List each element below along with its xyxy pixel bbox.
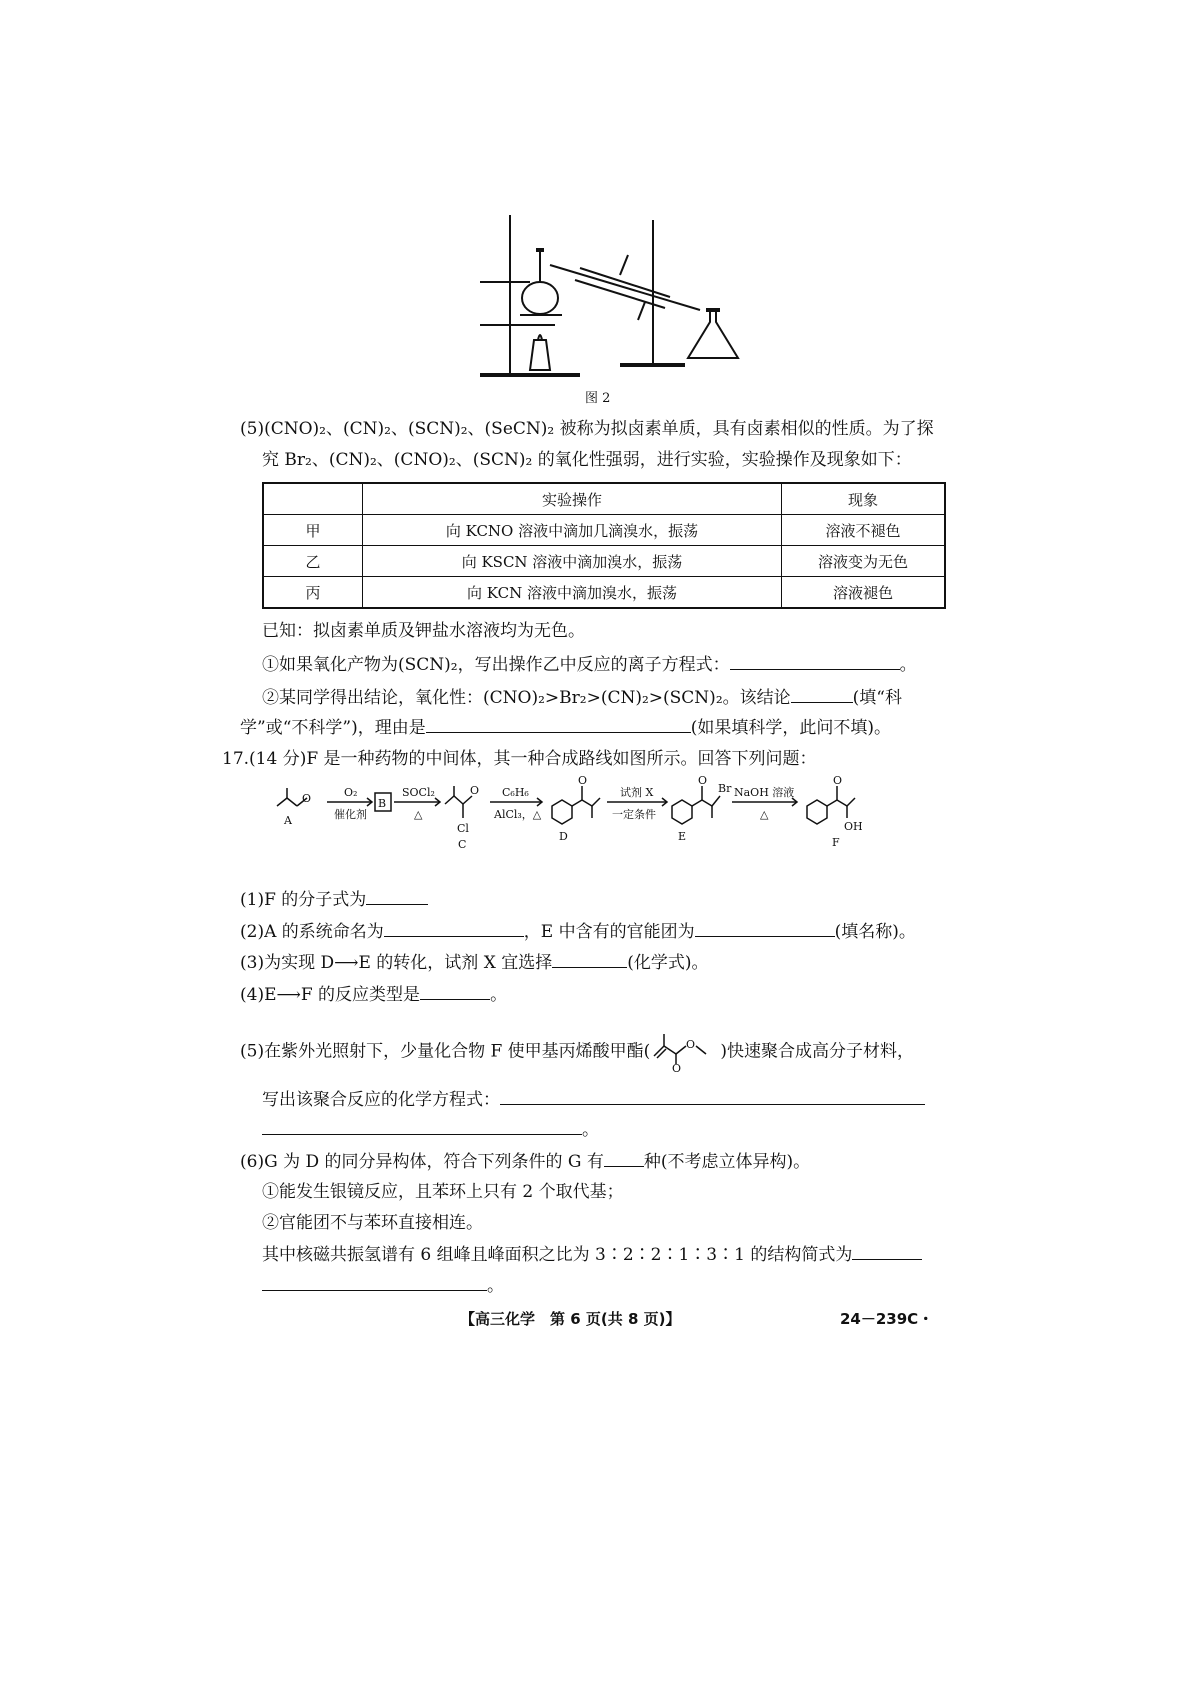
scheme-atom-OH: OH: [844, 820, 863, 833]
q5-sub2-text: (填“科: [852, 688, 902, 708]
table-cell: 甲: [263, 515, 363, 546]
answer-blank[interactable]: [852, 1243, 922, 1260]
methyl-methacrylate-structure: [650, 1032, 720, 1072]
q5-sub2-line2: [240, 716, 891, 739]
q17-1: [240, 888, 428, 911]
scheme-atom-O: O: [578, 776, 588, 787]
q5-sub2-text: 学”或“不科学”)，理由是: [240, 718, 426, 738]
scheme-arrow5-bottom: △: [760, 808, 769, 821]
table-header-cell: [263, 483, 363, 515]
table-cell: 向 KCNO 溶液中滴加几滴溴水，振荡: [363, 515, 782, 546]
scheme-label-D: D: [559, 830, 568, 843]
answer-blank[interactable]: [552, 951, 627, 968]
scheme-atom-O: O: [698, 776, 708, 787]
experiment-table: [262, 482, 946, 609]
q5-intro-line1: (5)(CNO)₂、(CN)₂、(SCN)₂、(SeCN)₂ 被称为拟卤素单质，具有卤素相似的性质。为了探: [240, 419, 934, 439]
scheme-label-E: E: [678, 830, 687, 843]
scheme-atom-O: O: [833, 776, 843, 787]
q5-sub1-text: ①如果氧化产物为(SCN)₂，写出操作乙中反应的离子方程式：: [262, 655, 730, 675]
answer-blank[interactable]: [262, 1118, 582, 1135]
scheme-label-B: B: [378, 797, 387, 810]
q17-2-text: ，E 中含有的官能团为: [523, 922, 695, 942]
q5-sub2-text: ②某同学得出结论，氧化性：(CNO)₂>Br₂>(CN)₂>(SCN)₂。该结论: [262, 688, 791, 708]
q17-6-nmr: [262, 1243, 922, 1266]
figure-caption: 图 2: [585, 391, 611, 406]
scheme-label-A: A: [284, 814, 292, 827]
q17-4: [240, 983, 507, 1006]
answer-blank[interactable]: [420, 983, 490, 1000]
scheme-arrow3-top: C₆H₆: [502, 786, 529, 799]
answer-blank[interactable]: [500, 1088, 925, 1105]
q17-6-cond1: ①能发生银镜反应，且苯环上只有 2 个取代基；: [262, 1182, 624, 1202]
q17-2-text: (2)A 的系统命名为: [240, 922, 384, 942]
known-note: 已知：拟卤素单质及钾盐水溶液均为无色。: [262, 621, 585, 641]
scheme-atom-O: O: [302, 792, 312, 805]
q5-sub1: [262, 653, 917, 676]
q17-6-end: 。: [487, 1276, 504, 1296]
q17-5-line2: [262, 1088, 925, 1111]
table-header-cell: 现象: [782, 483, 946, 515]
answer-blank[interactable]: [730, 653, 900, 670]
table-cell: 向 KCN 溶液中滴加溴水，振荡: [363, 577, 782, 609]
q17-5-line3: [262, 1118, 599, 1141]
q17-1-text: (1)F 的分子式为: [240, 890, 367, 910]
q5-sub2-text: (如果填科学，此问不填)。: [690, 718, 891, 738]
table-row: [263, 546, 945, 577]
q17-4-text: 。: [490, 985, 508, 1005]
q17-2-text: (填名称)。: [834, 922, 916, 942]
scheme-arrow5-top: NaOH 溶液: [734, 786, 795, 799]
table-cell: 溶液褪色: [782, 577, 946, 609]
table-header-row: [263, 483, 945, 515]
scheme-label-F: F: [832, 836, 840, 849]
table-cell: 丙: [263, 577, 363, 609]
distillation-apparatus-figure: [470, 210, 770, 380]
q17-6-cond2: ②官能团不与苯环直接相连。: [262, 1213, 483, 1233]
answer-blank[interactable]: [262, 1274, 487, 1291]
answer-blank[interactable]: [695, 920, 835, 937]
q17-6-text: 其中核磁共振氢谱有 6 组峰且峰面积之比为 3∶2∶2∶1∶3∶1 的结构简式为: [262, 1245, 853, 1265]
scheme-arrow3-bottom: AlCl₃，△: [494, 808, 542, 821]
q5-intro-line2: 究 Br₂、(CN)₂、(CNO)₂、(SCN)₂ 的氧化性强弱，进行实验，实验操作及现象如下：: [262, 450, 912, 470]
q17-4-text: (4)E⟶F 的反应类型是: [240, 985, 421, 1005]
synthesis-route-scheme: [272, 776, 912, 876]
q17-6-text: 种(不考虑立体异构)。: [643, 1152, 811, 1172]
scheme-arrow4-bottom: 一定条件: [612, 808, 656, 821]
table-row: [263, 577, 945, 609]
table-cell: 溶液变为无色: [782, 546, 946, 577]
scheme-atom-Cl: Cl: [457, 822, 469, 835]
q17-6-answer-line: [262, 1274, 504, 1297]
q5-sub2-line1: [262, 686, 902, 709]
q17-6-text: (6)G 为 D 的同分异构体，符合下列条件的 G 有: [240, 1152, 604, 1172]
mma-atom-O: O: [672, 1062, 682, 1072]
q17-5-end: 。: [582, 1120, 599, 1140]
table-cell: 向 KSCN 溶液中滴加溴水，振荡: [363, 546, 782, 577]
scheme-arrow2-top: SOCl₂: [402, 786, 435, 799]
answer-blank[interactable]: [384, 920, 524, 937]
q17-5-text: )快速聚合成高分子材料，: [720, 1041, 914, 1062]
scheme-atom-Br: Br: [718, 782, 732, 795]
q17-3-text: (3)为实现 D⟶E 的转化，试剂 X 宜选择: [240, 953, 553, 973]
q17-5-text: 写出该聚合反应的化学方程式：: [262, 1090, 500, 1110]
page-footer-left: 【高三化学 第 6 页(共 8 页)】: [460, 1310, 681, 1328]
q5-sub1-end: 。: [899, 655, 917, 675]
answer-blank[interactable]: [426, 716, 691, 733]
q17-3-text: (化学式)。: [627, 953, 709, 973]
table-header-cell: 实验操作: [363, 483, 782, 515]
q17-6: [240, 1150, 810, 1173]
answer-blank[interactable]: [366, 888, 428, 905]
table-cell: 溶液不褪色: [782, 515, 946, 546]
q17-5-text: (5)在紫外光照射下，少量化合物 F 使甲基丙烯酸甲酯(: [240, 1041, 651, 1062]
page-footer-right: 24－239C・: [840, 1310, 934, 1328]
scheme-arrow1-bottom: 催化剂: [334, 808, 367, 821]
scheme-arrow4-top: 试剂 X: [620, 786, 654, 799]
table-cell: 乙: [263, 546, 363, 577]
q17-2: [240, 920, 916, 943]
q17-intro: 17.(14 分)F 是一种药物的中间体，其一种合成路线如图所示。回答下列问题：: [222, 749, 817, 769]
scheme-arrow1-top: O₂: [344, 786, 358, 799]
mma-atom-O: O: [686, 1038, 696, 1051]
scheme-atom-O: O: [470, 784, 480, 797]
answer-blank[interactable]: [791, 686, 853, 703]
q17-3: [240, 951, 708, 974]
table-row: [263, 515, 945, 546]
q17-5-line1: [240, 1032, 914, 1072]
scheme-arrow2-bottom: △: [414, 808, 423, 821]
scheme-label-C: C: [458, 838, 467, 851]
answer-blank[interactable]: [604, 1150, 644, 1167]
